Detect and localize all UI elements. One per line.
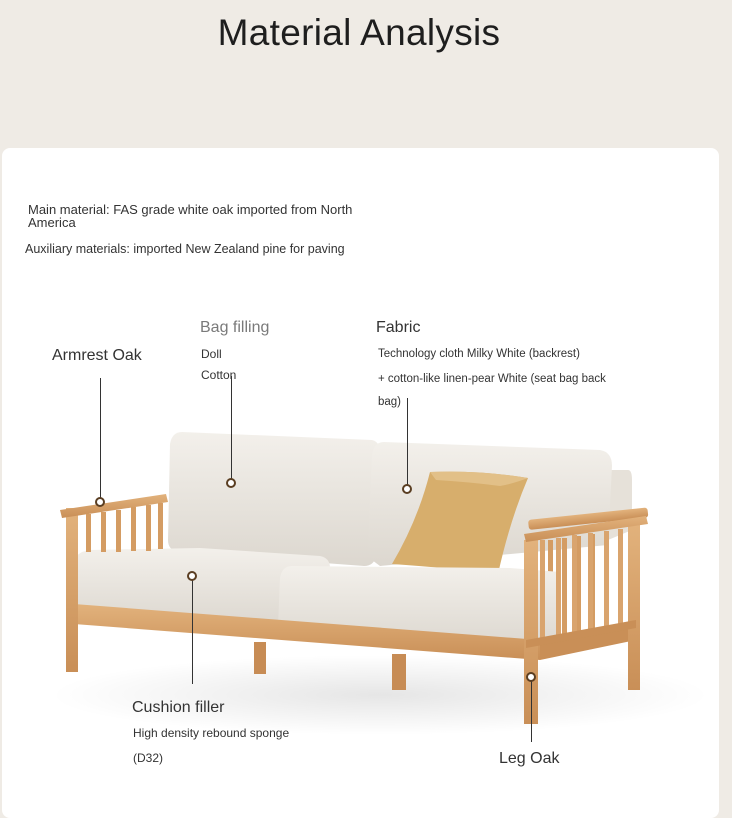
left-armrest-top [60,494,168,518]
fabric-label: Fabric [376,319,421,336]
cushion-marker-icon [187,571,197,581]
fabric-marker-icon [402,484,412,494]
armrest-callout-line [100,378,101,498]
bag-filling-callout-line [231,376,232,482]
auxiliary-material-text: Auxiliary materials: imported New Zealand pine for paving [25,242,345,256]
cushion-callout-line [192,578,193,684]
fabric-line-1: Technology cloth Milky White (backrest) [378,348,580,360]
bag-filling-label: Bag filling [200,319,270,336]
armrest-marker-icon [95,497,105,507]
leg-oak-label: Leg Oak [499,750,560,767]
fabric-line-2: + cotton-like linen-pear White (seat bag back [378,373,606,385]
page-title: Material Analysis [217,12,501,53]
floor-shadow [50,655,710,735]
back-right-leg [628,524,640,690]
leg-marker-icon [526,672,536,682]
fabric-callout-line [407,398,408,486]
mid-leg-1 [254,642,266,674]
front-left-leg [66,508,78,672]
bag-filling-marker-icon [226,478,236,488]
bag-filling-line-2: Cotton [201,368,237,382]
main-material-text: Main material: FAS grade white oak imported from North America [28,202,353,230]
cushion-filler-line-2: (D32) [133,751,164,765]
back-cushion-left [168,432,380,566]
bag-filling-line-1: Doll [201,347,222,361]
cushion-filler-line-1: High density rebound sponge [133,726,290,740]
mid-leg-2 [392,654,406,690]
fabric-line-3: bag) [378,396,402,408]
armrest-label: Armrest Oak [52,347,142,364]
leg-callout-line [531,678,532,742]
cushion-filler-label: Cushion filler [132,699,225,716]
